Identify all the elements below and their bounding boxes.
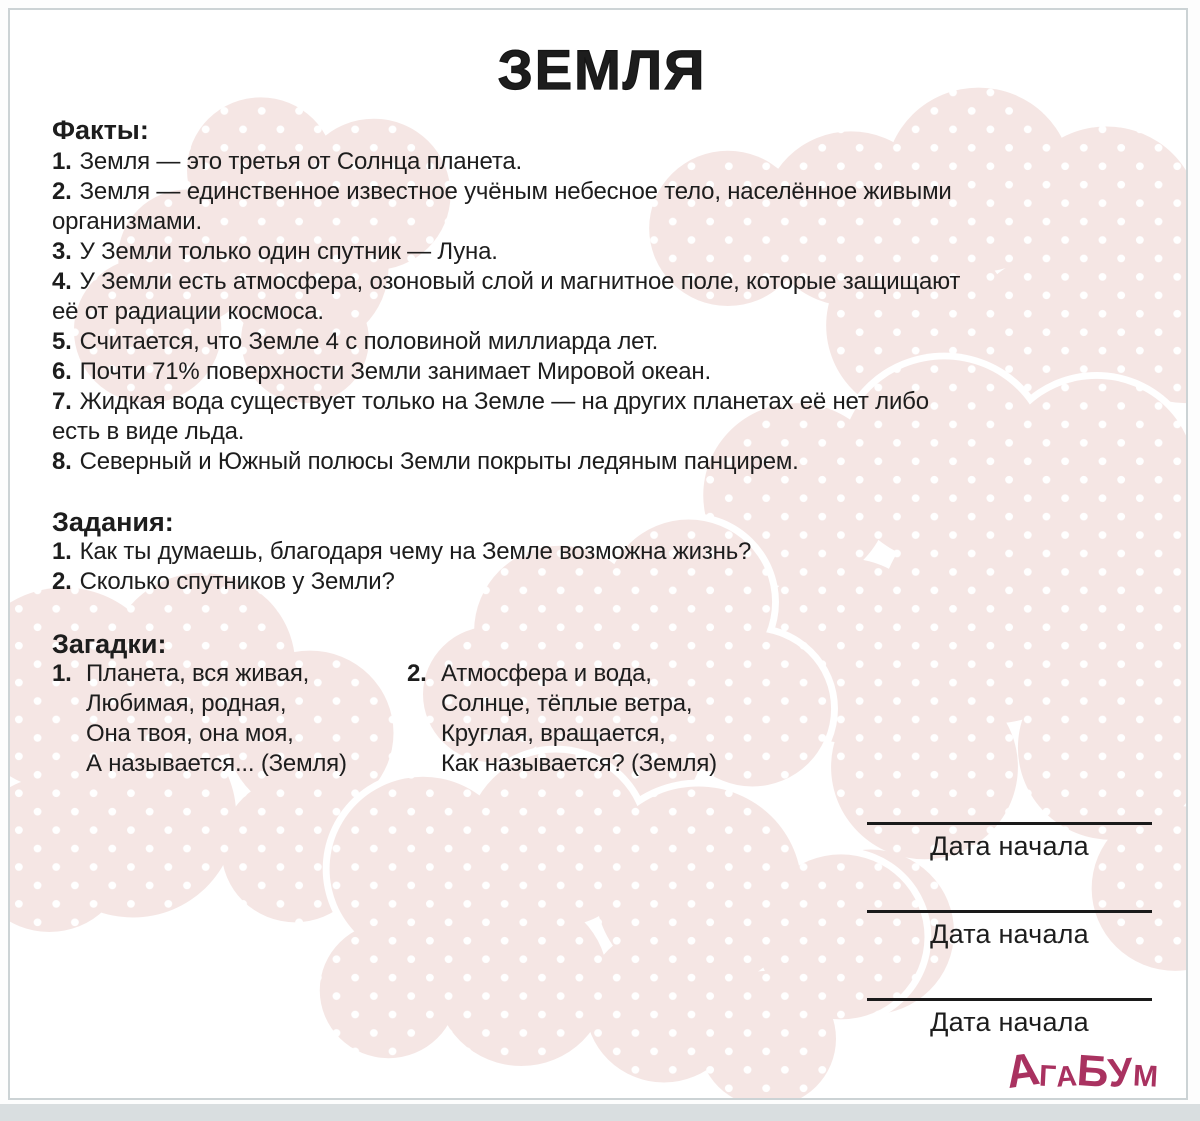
fact-number: 8. xyxy=(52,448,72,475)
riddle-lines xyxy=(441,659,717,779)
signature-line xyxy=(867,910,1152,913)
fact-text: организмами. xyxy=(52,208,202,235)
riddle-line: Любимая, родная, xyxy=(86,690,287,717)
fact-item xyxy=(52,387,1092,447)
fact-number: 7. xyxy=(52,388,72,415)
facts-heading: Факты: xyxy=(52,115,149,145)
fact-item xyxy=(52,147,1092,177)
date-label: Дата начала xyxy=(930,919,1089,949)
fact-item xyxy=(52,267,1092,327)
logo-letter: У xyxy=(1106,1050,1135,1096)
facts-list xyxy=(52,147,1092,477)
fact-text: Земля — единственное известное учёным небесное тело, населённое живыми xyxy=(79,178,952,205)
date-label: Дата начала xyxy=(930,1007,1089,1037)
signature-line xyxy=(867,822,1152,825)
worksheet-content xyxy=(52,10,1152,779)
fact-text: Земля — это третья от Солнца планета. xyxy=(79,148,522,175)
riddles-heading: Загадки: xyxy=(52,629,167,659)
riddle-line: А называется... (Земля) xyxy=(86,750,347,777)
fact-item xyxy=(52,237,1092,267)
riddle-number: 1. xyxy=(52,660,72,687)
fact-text: У Земли только один спутник — Луна. xyxy=(79,238,498,265)
riddles-row xyxy=(52,659,1152,779)
tasks-heading: Задания: xyxy=(52,507,174,537)
worksheet-card xyxy=(8,8,1188,1100)
task-text: Как ты думаешь, благодаря чему на Земле возможна жизнь? xyxy=(79,538,752,565)
riddle-line: Солнце, тёплые ветра, xyxy=(441,690,693,717)
date-label: Дата начала xyxy=(930,831,1089,861)
riddle-item xyxy=(52,659,407,779)
logo-letter: А xyxy=(1054,1060,1078,1094)
fact-number: 1. xyxy=(52,148,72,175)
fact-item xyxy=(52,177,1092,237)
fact-text: Жидкая вода существует только на Земле — на других планетах её нет либо xyxy=(79,388,929,415)
riddle-number: 2. xyxy=(407,660,427,687)
bottom-strip xyxy=(0,1104,1200,1121)
task-text: Сколько спутников у Земли? xyxy=(79,568,395,595)
agaboom-logo xyxy=(987,1040,1177,1100)
fact-item xyxy=(52,357,1092,387)
date-field xyxy=(867,910,1152,949)
riddle-line: Как называется? (Земля) xyxy=(441,750,717,777)
riddle-line: Атмосфера и вода, xyxy=(441,660,652,687)
fact-text: Считается, что Земле 4 с половиной миллиарда лет. xyxy=(79,328,659,355)
task-number: 1. xyxy=(52,538,72,565)
fact-text: Почти 71% поверхности Земли занимает Мировой океан. xyxy=(79,358,711,385)
date-field xyxy=(867,822,1152,861)
fact-item xyxy=(52,327,1092,357)
logo-letter: Б xyxy=(1075,1045,1111,1098)
fact-text: есть в виде льда. xyxy=(52,418,245,445)
logo-letter: А xyxy=(1002,1041,1043,1099)
date-field xyxy=(867,998,1152,1037)
riddle-item xyxy=(407,659,762,779)
fact-number: 3. xyxy=(52,238,72,265)
riddle-line: Планета, вся живая, xyxy=(86,660,310,687)
riddle-line: Круглая, вращается, xyxy=(441,720,666,747)
fact-text: её от радиации космоса. xyxy=(52,298,324,325)
riddle-lines xyxy=(86,659,347,779)
fact-item xyxy=(52,447,1092,477)
signature-line xyxy=(867,998,1152,1001)
page-title: ЗЕМЛЯ xyxy=(497,38,707,101)
logo-letter: Г xyxy=(1038,1059,1057,1094)
fact-number: 2. xyxy=(52,178,72,205)
logo-letter: М xyxy=(1132,1059,1160,1094)
task-number: 2. xyxy=(52,568,72,595)
riddle-line: Она твоя, она моя, xyxy=(86,720,294,747)
fact-text: Северный и Южный полюсы Земли покрыты ледяным панцирем. xyxy=(79,448,799,475)
fact-number: 5. xyxy=(52,328,72,355)
task-item xyxy=(52,537,1152,567)
tasks-list xyxy=(52,537,1152,597)
task-item xyxy=(52,567,1152,597)
fact-number: 6. xyxy=(52,358,72,385)
fact-text: У Земли есть атмосфера, озоновый слой и магнитное поле, которые защищают xyxy=(79,268,961,295)
fact-number: 4. xyxy=(52,268,72,295)
